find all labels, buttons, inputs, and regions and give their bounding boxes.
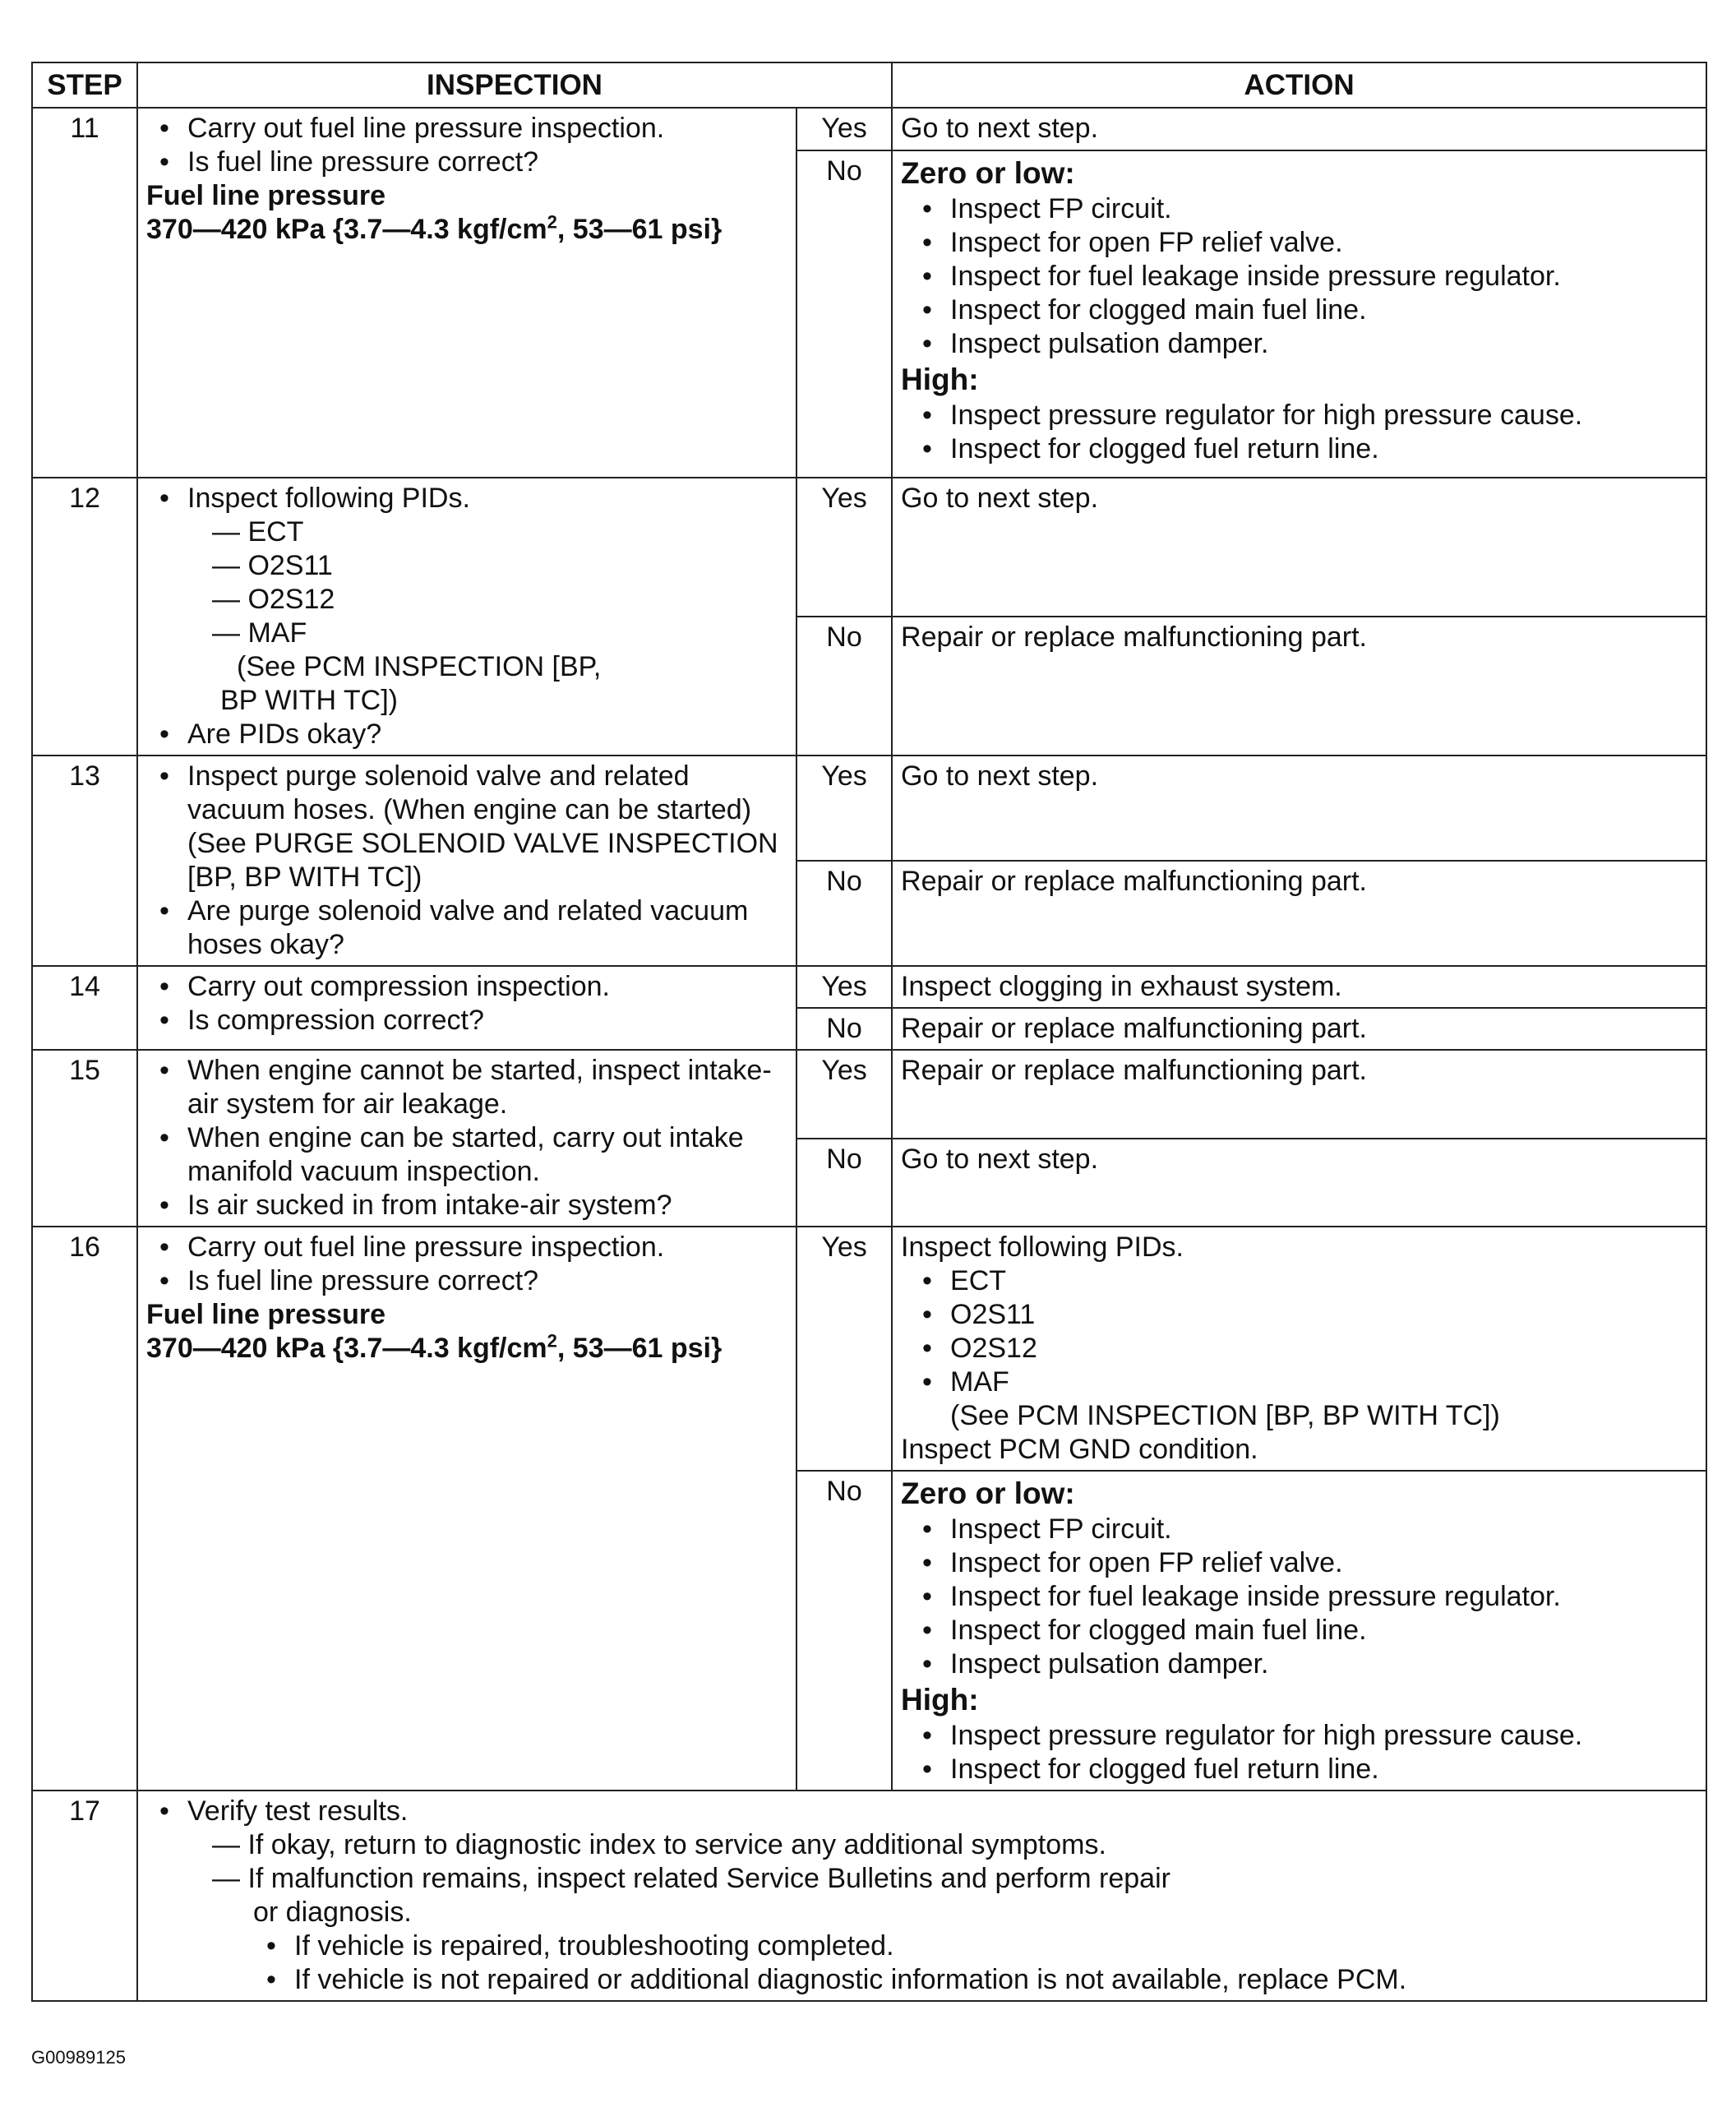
- inspection-item: • Inspect purge solenoid valve and related vacuum hoses. (When engine can be started) (See PURGE SOLENOID VALVE INSPECTION [BP, BP WITH TC]): [187, 760, 787, 894]
- step-number: 14: [32, 966, 137, 1050]
- yes-label: Yes: [796, 478, 892, 617]
- inspection-item: • Inspect following PIDs. — ECT — O2S11 — O2S12 — MAF (See PCM INSPECTION [BP, BP WITH TC]): [187, 482, 787, 718]
- step-16-no-action: [892, 1471, 1706, 1791]
- action-item: • Inspect pressure regulator for high pressure cause.: [950, 399, 1697, 432]
- step-11-inspection: [137, 108, 796, 478]
- pid-item: — ECT: [212, 516, 304, 548]
- gnd-check: Inspect PCM GND condition.: [901, 1434, 1258, 1465]
- step-17-row: [32, 1791, 1706, 2001]
- pid-item: — O2S11: [212, 550, 333, 581]
- pid-item: • MAF: [950, 1365, 1697, 1399]
- step-13-yes-row: [32, 756, 1706, 861]
- fuel-pressure-label: Fuel line pressure: [146, 180, 386, 211]
- action-item: • Inspect for clogged fuel return line.: [950, 432, 1697, 466]
- action-item: • Inspect for clogged main fuel line.: [950, 293, 1697, 327]
- diagnostic-table: [31, 62, 1707, 2002]
- step-15-yes-row: [32, 1050, 1706, 1139]
- see-reference: (See PCM INSPECTION [BP, BP WITH TC]): [950, 1400, 1500, 1431]
- step-header: STEP: [32, 62, 137, 108]
- step-16-yes-action: [892, 1227, 1706, 1471]
- step-16-inspection: [137, 1227, 796, 1791]
- inspection-item: • Is fuel line pressure correct?: [187, 1264, 787, 1298]
- verify-sub-item: • If vehicle is repaired, troubleshooting completed.: [294, 1929, 1697, 1963]
- inspection-item: • Is compression correct?: [187, 1004, 787, 1037]
- step-number: 17: [32, 1791, 137, 2001]
- fuel-pressure-spec: 370—420 kPa {3.7—4.3 kgf/$cm^2$, 53—61 psi}: [146, 211, 723, 245]
- yes-label: Yes: [796, 108, 892, 150]
- action-text: Repair or replace malfunctioning part.: [892, 861, 1706, 966]
- high-heading: High:: [901, 1683, 979, 1717]
- no-label: No: [796, 1471, 892, 1791]
- verify-sub-item: • If vehicle is not repaired or additional diagnostic information is not available, replace PCM.: [294, 1963, 1697, 1997]
- figure-id: G00989125: [31, 2047, 126, 2068]
- step-number: 15: [32, 1050, 137, 1227]
- step-number: 16: [32, 1227, 137, 1791]
- step-16-yes-row: [32, 1227, 1706, 1471]
- verify-malfunction: — If malfunction remains, inspect related Service Bulletins and perform repair: [212, 1863, 1170, 1894]
- yes-label: Yes: [796, 966, 892, 1008]
- action-item: • Inspect for fuel leakage inside pressure regulator.: [950, 1580, 1697, 1614]
- pid-item: — MAF: [212, 617, 307, 649]
- step-13-inspection: [137, 756, 796, 966]
- inspection-item: • Carry out fuel line pressure inspection.: [187, 1231, 787, 1264]
- yes-label: Yes: [796, 1050, 892, 1139]
- zero-low-heading: Zero or low:: [901, 156, 1075, 191]
- step-number: 11: [32, 108, 137, 478]
- action-item: • Inspect pulsation damper.: [950, 1647, 1697, 1681]
- action-item: • Inspect for open FP relief valve.: [950, 1546, 1697, 1580]
- step-11-yes-row: [32, 108, 1706, 150]
- header-row: [32, 62, 1706, 108]
- action-item: • Inspect FP circuit.: [950, 1513, 1697, 1546]
- action-item: • Inspect pressure regulator for high pressure cause.: [950, 1719, 1697, 1753]
- action-text: Repair or replace malfunctioning part.: [892, 1050, 1706, 1139]
- step-17-inspection: [137, 1791, 1706, 2001]
- action-item: • Inspect FP circuit.: [950, 192, 1697, 226]
- inspection-item: • Is air sucked in from intake-air system?: [187, 1189, 787, 1222]
- action-item: • Inspect pulsation damper.: [950, 327, 1697, 361]
- yes-label: Yes: [796, 1227, 892, 1471]
- inspection-item: • Carry out fuel line pressure inspection.: [187, 112, 787, 146]
- action-text: Go to next step.: [892, 756, 1706, 861]
- step-11-no-action: [892, 150, 1706, 478]
- no-label: No: [796, 1139, 892, 1227]
- see-reference-cont: BP WITH TC]): [220, 685, 398, 716]
- action-text: Go to next step.: [892, 1139, 1706, 1227]
- see-reference: (See PCM INSPECTION [BP,: [237, 651, 602, 682]
- action-text: Repair or replace malfunctioning part.: [892, 617, 1706, 756]
- inspection-header: INSPECTION: [137, 62, 892, 108]
- high-heading: High:: [901, 363, 979, 397]
- pid-item: • O2S11: [950, 1298, 1697, 1332]
- action-text: Go to next step.: [892, 478, 1706, 617]
- step-number: 13: [32, 756, 137, 966]
- pid-item: • O2S12: [950, 1332, 1697, 1365]
- inspection-item: • Is fuel line pressure correct?: [187, 146, 787, 179]
- verify-okay: — If okay, return to diagnostic index to service any additional symptoms.: [212, 1829, 1106, 1860]
- fuel-pressure-spec: 370—420 kPa {3.7—4.3 kgf/$cm^2$, 53—61 psi}: [146, 1330, 723, 1364]
- step-14-yes-row: [32, 966, 1706, 1008]
- step-number: 12: [32, 478, 137, 756]
- step-14-inspection: [137, 966, 796, 1050]
- action-item: • Inspect for clogged main fuel line.: [950, 1614, 1697, 1647]
- inspection-item: • When engine cannot be started, inspect intake-air system for air leakage.: [187, 1054, 787, 1121]
- step-15-inspection: [137, 1050, 796, 1227]
- pid-item: — O2S12: [212, 584, 335, 615]
- no-label: No: [796, 1008, 892, 1050]
- pid-title: Inspect following PIDs.: [901, 1231, 1184, 1263]
- action-header: ACTION: [892, 62, 1706, 108]
- pid-item: • ECT: [950, 1264, 1697, 1298]
- action-text: Inspect clogging in exhaust system.: [892, 966, 1706, 1008]
- step-12-yes-row: [32, 478, 1706, 617]
- action-item: • Inspect for clogged fuel return line.: [950, 1753, 1697, 1786]
- inspection-item: • Carry out compression inspection.: [187, 970, 787, 1004]
- inspection-item: • Are purge solenoid valve and related vacuum hoses okay?: [187, 894, 787, 962]
- inspection-item: • Are PIDs okay?: [187, 718, 787, 751]
- inspection-item: • Verify test results. — If okay, return to diagnostic index to service any additional symptoms. — If malfunction remains, inspect related Service Bulletins and perform repair or diagnosis. • If vehicle is repaired, troubleshooting completed. • If vehicle is not repaired or additional diagnostic information is not available, replace PCM.: [187, 1795, 1697, 1997]
- yes-label: Yes: [796, 756, 892, 861]
- zero-low-heading: Zero or low:: [901, 1476, 1075, 1510]
- no-label: No: [796, 617, 892, 756]
- no-label: No: [796, 861, 892, 966]
- fuel-pressure-label: Fuel line pressure: [146, 1299, 386, 1330]
- inspection-item: • When engine can be started, carry out intake manifold vacuum inspection.: [187, 1121, 787, 1189]
- action-text: Repair or replace malfunctioning part.: [892, 1008, 1706, 1050]
- verify-malfunction-cont: or diagnosis.: [253, 1897, 412, 1928]
- action-item: • Inspect for open FP relief valve.: [950, 226, 1697, 260]
- step-12-inspection: [137, 478, 796, 756]
- action-item: • Inspect for fuel leakage inside pressure regulator.: [950, 260, 1697, 293]
- no-label: No: [796, 150, 892, 478]
- action-text: Go to next step.: [892, 108, 1706, 150]
